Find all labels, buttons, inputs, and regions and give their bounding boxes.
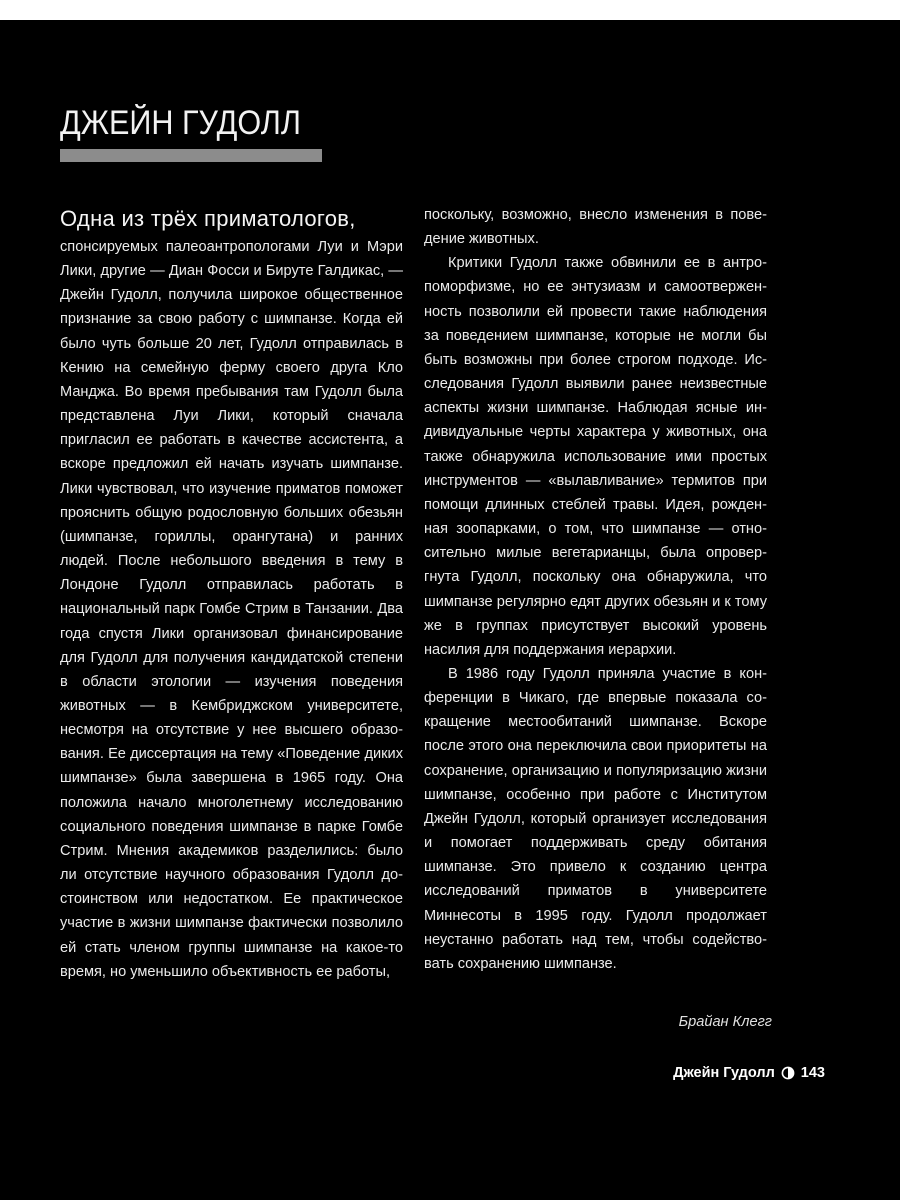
paragraph-1986: В 1986 году Гудолл приняла участие в конференции в Чикаго, где впервые показала сокращение местообитаний шимпанзе. Вскоре после этого она переключила свои приоритеты на сохранение, организацию и популяризацию жизни шимпанзе, особенно при работе с Институтом Джейн Гудолл, который организует исследования и помогает поддерживать среду обитания шимпанзе. Это привело к созданию центра исследований приматов в университете Миннесоты в 1995 году. Гудолл продолжает неустанно работать над тем, чтобы содействовать сохранению шимпанзе. [424, 665, 767, 972]
heading-underline-bar [60, 149, 322, 162]
left-column [60, 203, 403, 984]
paragraph-continuation: поскольку, возможно, внесло изменения в поведение животных. [424, 207, 767, 248]
paragraph-critics: Критики Гудолл также обвинили ее в антропоморфизме, но ее энтузиазм и самоотверженность позволили ей провести такие наблюдения за поведением шимпанзе, которые не могли бы быть возможны при более строгом подходе. Исследования Гудолл выявили ранее неизвестные аспекты жизни шимпанзе. Наблюдая ясные индивидуальные черты характера у животных, она также обнаружила использование ими простых инструментов — «вылавливание» термитов при помощи длинных стеблей травы. Идея, рожденная зоопарками, о том, что шимпанзе — относительно милые вегетарианцы, была опровергнута Гудолл, поскольку она обнаружила, что шимпанзе регулярно едят других обезьян и к тому же в группах присутствует высокий уровень насилия для поддержания иерархии. [424, 255, 767, 658]
half-circle-icon [781, 1066, 795, 1080]
page-footer [673, 1065, 825, 1081]
right-column [424, 203, 767, 976]
running-title: Джейн Гудолл [673, 1065, 775, 1081]
book-page [0, 20, 900, 1200]
left-column-text: спонсируемых палеоантропологами Луи и Мэри Лики, другие — Диан Фосси и Бируте Галдикас, — Джейн Гудолл, получила широкое общественное признание за свою работу с шимпанзе. Когда ей было чуть больше 20 лет, Гудолл отправилась в Кению на семейную ферму своего друга Кло Манджа. Во время пребывания там Гудолл была представлена Луи Лики, который сначала пригласил ее работать в качестве ассистента, а вскоре предложил ей начать изучать шимпанзе. Лики чувствовал, что изучение приматов поможет прояснить общую родословную больших обезьян (шимпанзе, гориллы, орангутана) и ранних людей. После небольшого введения в тему в Лондоне Гудолл отправилась работать в национальный парк Гомбе Стрим в Танзании. Два года спустя Лики организовал финансирование для Гудолл для получения кандидатской степени в области этологии — изучения поведения животных — в Кембриджском университете, несмотря на отсутствие у нее высшего образования. Ее диссертация на тему «Поведение диких шимпанзе» была завершена в 1965 году. Она положила начало многолетнему исследованию социального поведения шимпанзе в парке Гомбе Стрим. Мнения академиков разделились: было ли отсутствие научного образования Гудолл достоинством или недостатком. Ее практическое участие в жизни шимпанзе фактически позволило ей стать членом группы шимпанзе на какое-то время, но уменьшило объективность ее работы, [60, 239, 403, 980]
author-signature: Брайан Клегг [678, 1014, 772, 1030]
page-number: 143 [800, 1065, 825, 1081]
lead-phrase: Одна из трёх приматологов, [60, 206, 356, 231]
page-heading: ДЖЕЙН ГУДОЛЛ [60, 104, 301, 142]
